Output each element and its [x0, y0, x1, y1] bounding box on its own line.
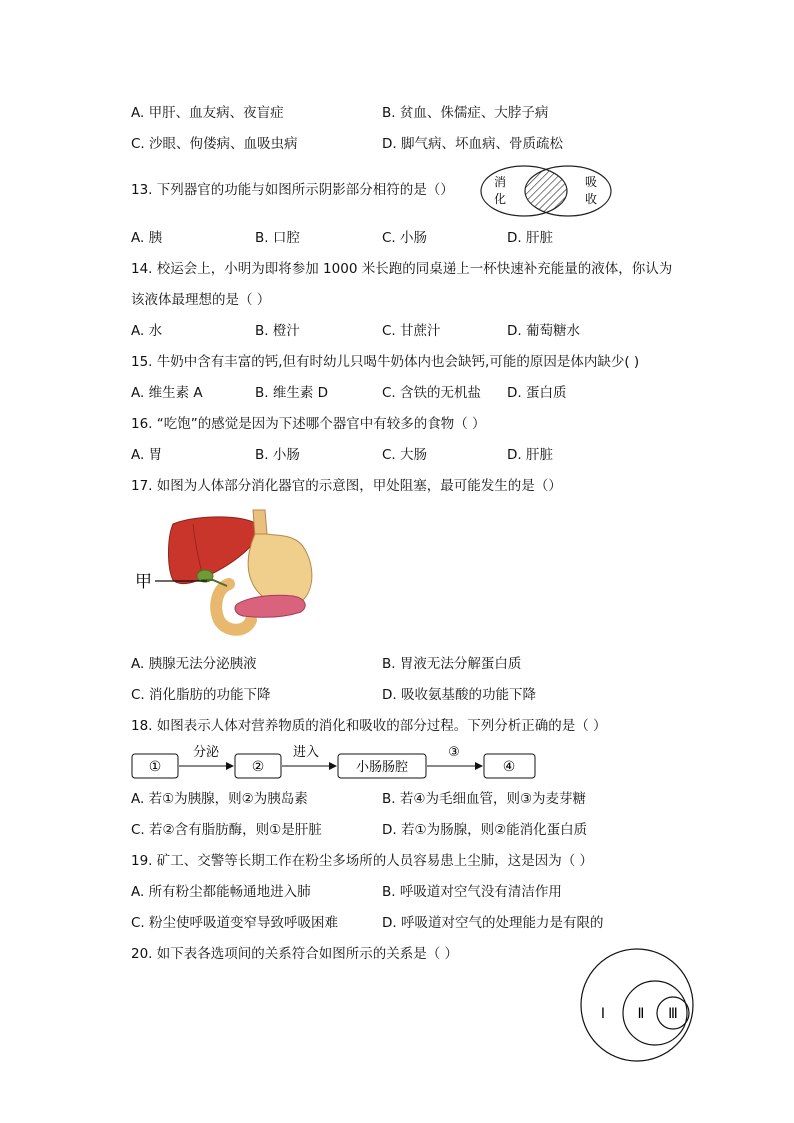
q12-option-d: D. 脚气病、坏血病、骨质疏松: [382, 136, 563, 152]
circle-inner-label: Ⅲ: [668, 1006, 678, 1022]
jia-label: 甲: [135, 572, 152, 592]
q17-option-a: A. 胰腺无法分泌胰液: [131, 656, 257, 672]
flow-box-4-label: ④: [502, 759, 516, 775]
q18-option-d: D. 若①为肠腺，则②能消化蛋白质: [382, 822, 588, 838]
flow-arrow-2-label: 进入: [292, 745, 320, 760]
q19-option-c: C. 粉尘使呼吸道变窄导致呼吸困难: [131, 915, 339, 931]
q18-question: 18. 如图表示人体对营养物质的消化和吸收的部分过程。下列分析正确的是（ ）: [131, 718, 607, 734]
circle-middle-label: Ⅱ: [637, 1006, 645, 1022]
q14-option-a: A. 水: [131, 323, 163, 339]
q16-option-c: C. 大肠: [382, 447, 428, 463]
q13-venn-diagram: [479, 163, 613, 219]
q19-option-b: B. 呼吸道对空气没有清洁作用: [382, 884, 562, 900]
flow-box-2-label: ②: [251, 759, 265, 775]
venn-left-label-2: 化: [494, 192, 507, 206]
q16-option-d: D. 肝脏: [507, 447, 553, 463]
q14-option-c: C. 甘蔗汁: [382, 323, 441, 339]
q19-option-d: D. 呼吸道对空气的处理能力是有限的: [382, 915, 604, 931]
q14-question-line2: 该液体最理想的是（ ）: [131, 292, 271, 308]
q15-question: 15. 牛奶中含有丰富的钙,但有时幼儿只喝牛奶体内也会缺钙,可能的原因是体内缺少( ): [131, 354, 640, 370]
q13-option-d: D. 肝脏: [507, 230, 553, 246]
q15-option-b: B. 维生素 D: [255, 385, 329, 401]
q16-question: 16. “吃饱”的感觉是因为下述哪个器官中有较多的食物（ ）: [131, 416, 486, 432]
q16-option-a: A. 胃: [131, 447, 163, 463]
q13-option-c: C. 小肠: [382, 230, 428, 246]
q17-question: 17. 如图为人体部分消化器官的示意图，甲处阻塞，最可能发生的是（）: [131, 478, 562, 494]
q19-question: 19. 矿工、交警等长期工作在粉尘多场所的人员容易患上尘肺，这是因为（ ）: [131, 853, 594, 869]
q12-option-c: C. 沙眼、佝偻病、血吸虫病: [131, 136, 298, 152]
q19-option-a: A. 所有粉尘都能畅通地进入肺: [131, 884, 311, 900]
venn-right-label-1: 吸: [585, 175, 598, 189]
q18-option-a: A. 若①为胰腺，则②为胰岛素: [131, 791, 308, 807]
q17-option-c: C. 消化脂肪的功能下降: [131, 687, 271, 703]
flow-box-1-label: ①: [148, 759, 162, 775]
q12-option-b: B. 贫血、侏儒症、大脖子病: [382, 105, 549, 121]
q15-option-d: D. 蛋白质: [507, 385, 567, 401]
venn-right-label-2: 收: [585, 192, 598, 206]
pancreas: [235, 595, 305, 617]
q18-option-b: B. 若④为毛细血管，则③为麦芽糖: [382, 791, 587, 807]
q15-option-a: A. 维生素 A: [131, 385, 203, 401]
q15-option-c: C. 含铁的无机盐: [382, 385, 482, 401]
flow-arrow-3-label: ③: [448, 745, 460, 760]
venn-left-label-1: 消: [494, 175, 507, 189]
q17-option-b: B. 胃液无法分解蛋白质: [382, 656, 522, 672]
q16-option-b: B. 小肠: [255, 447, 300, 463]
flow-box-3-label: 小肠肠腔: [355, 760, 409, 775]
q18-option-c: C. 若②含有脂肪酶，则①是肝脏: [131, 822, 322, 838]
q20-question: 20. 如下表各选项间的关系符合如图所示的关系是（ ）: [131, 946, 459, 962]
q20-nested-circles-figure: [575, 946, 701, 1064]
q12-option-a: A. 甲肝、血友病、夜盲症: [131, 105, 284, 121]
circle-outer: [581, 949, 693, 1061]
liver: [169, 517, 258, 584]
q14-option-b: B. 橙汁: [255, 323, 300, 339]
flow-arrow-1-label: 分泌: [192, 745, 220, 760]
q17-digestive-organs-figure: [133, 508, 318, 638]
q18-flow-diagram: [128, 738, 542, 784]
q13-option-a: A. 胰: [131, 230, 163, 246]
esophagus: [253, 510, 267, 536]
q13-question: 13. 下列器官的功能与如图所示阴影部分相符的是（）: [131, 182, 454, 198]
q14-option-d: D. 葡萄糖水: [507, 323, 580, 339]
circle-outer-label: Ⅰ: [600, 1006, 606, 1022]
q13-option-b: B. 口腔: [255, 230, 300, 246]
q17-option-d: D. 吸收氨基酸的功能下降: [382, 687, 536, 703]
q14-question-line1: 14. 校运会上，小明为即将参加 1000 米长跑的同桌递上一杯快速补充能量的液体，你认为: [131, 261, 673, 277]
